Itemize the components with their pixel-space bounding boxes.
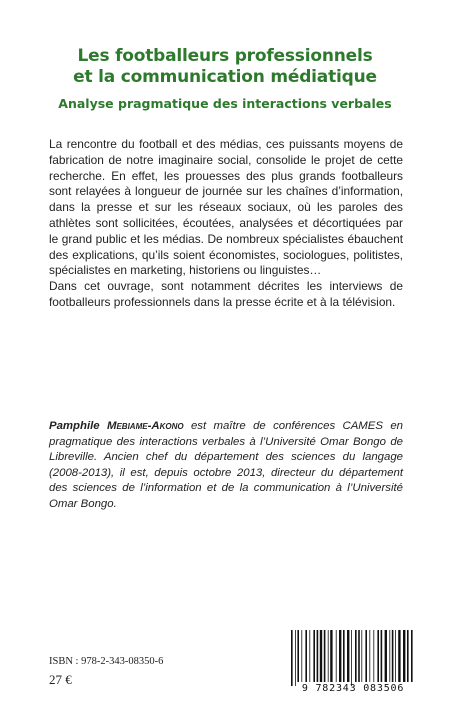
barcode-bar <box>411 630 413 682</box>
barcode-bar <box>313 630 315 682</box>
barcode-bar <box>347 630 349 682</box>
price: 27 € <box>49 672 72 687</box>
author-last-name: Mebiame-Akono <box>106 420 184 432</box>
barcode-bar <box>385 630 387 682</box>
barcode-bar <box>373 630 374 682</box>
barcode-bar <box>317 630 319 682</box>
barcode-bar <box>361 630 362 682</box>
barcode-bar <box>403 630 405 682</box>
barcode-bar <box>295 630 296 686</box>
barcode-bars <box>291 630 413 686</box>
barcode-bar <box>369 630 370 682</box>
barcode-bar <box>358 630 360 682</box>
author-bio <box>49 419 403 513</box>
book-subtitle: Analyse pragmatique des interactions verbales <box>58 96 392 111</box>
barcode-bar <box>339 630 341 682</box>
book-title-line-1: Les footballeurs professionnels <box>77 46 373 66</box>
barcode-bar <box>398 630 400 682</box>
isbn: ISBN : 978-2-343-08350-6 <box>49 656 164 667</box>
barcode-bar <box>365 630 367 682</box>
book-title-line-2: et la communication médiatique <box>73 67 377 87</box>
barcode-bar <box>309 630 310 682</box>
author-bio-text: est maître de conférences CAMES en pragmatique des interactions verbales à l’Université Omar Bongo de Libreville. Ancien chef du département des sciences du langage (2008-2013), il est, depuis octobre 2013, directeur du département des sciences de l’information et de la communication à l’Université Omar Bongo. <box>49 420 403 510</box>
author-name <box>49 420 184 432</box>
author-first-name: Pamphile <box>49 420 100 432</box>
book-title <box>0 46 450 88</box>
barcode-bar <box>297 630 299 682</box>
barcode-bar <box>320 630 322 682</box>
barcode-bar <box>351 630 352 686</box>
barcode-bar <box>324 630 326 682</box>
barcode-bar <box>381 630 383 682</box>
barcode-bar <box>328 630 329 682</box>
blurb <box>49 137 403 311</box>
barcode-digits: 9 782343 083506 <box>301 683 405 694</box>
blurb-paragraph-1: La rencontre du football et des médias, ces puissants moyens de fabrication de notre imaginaire social, consolide le projet de cette recherche. En effet, les prouesses des plus grands footballeurs sont relayées à longueur de journée sur les chaînes d’information, dans la presse et sur les réseaux sociaux, où les paroles des athlètes sont sollicitées, écoutées, analysées et décortiquées par le grand public et les médias. De nombreux spécialistes ébauchent des explications, qu’ils soient économistes, sociologues, politistes, spécialistes en marketing, historiens ou linguistes… <box>49 137 403 278</box>
barcode-bar <box>355 630 357 682</box>
barcode-bar <box>392 630 394 682</box>
barcode-bar <box>301 630 302 682</box>
barcode-bar <box>330 630 332 682</box>
barcode-bar <box>291 630 293 686</box>
barcode-bar <box>395 630 396 682</box>
barcode-bar <box>343 630 345 682</box>
blurb-paragraph-2: Dans cet ouvrage, sont notamment décrites les interviews de footballeurs professionnels dans la presse écrite et à la télévision. <box>49 279 403 309</box>
barcode-bar <box>389 630 390 682</box>
barcode-bar <box>377 630 379 682</box>
barcode-bar <box>407 630 409 682</box>
barcode-bar <box>305 630 307 682</box>
barcode-bar <box>336 630 337 682</box>
